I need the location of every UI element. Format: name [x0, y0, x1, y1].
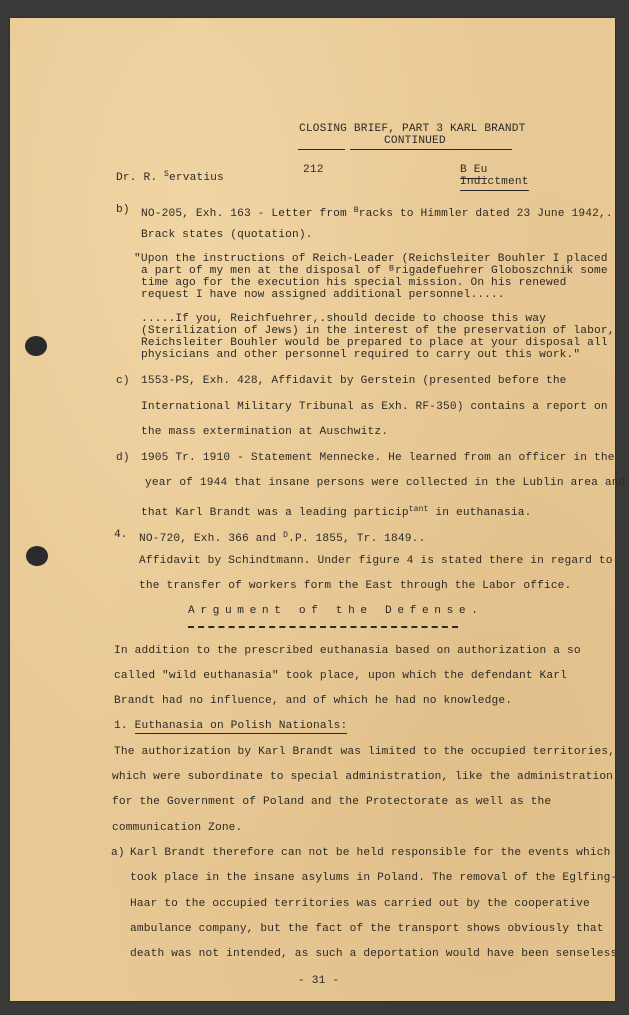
paragraph-line: which were subordinate to special administration, like the administration: [112, 771, 614, 783]
quote-line: time ago for the execution his special mission. On his renewed: [141, 277, 567, 289]
document-title: CLOSING BRIEF, PART 3 KARL BRANDT: [299, 123, 526, 135]
page-reference: 212: [303, 164, 324, 176]
heading-underline: [188, 626, 458, 628]
item-c-line3: the mass extermination at Auschwitz.: [141, 426, 389, 438]
item-b-line2: Brack states (quotation).: [141, 229, 313, 241]
paragraph-line: The authorization by Karl Brandt was limited to the occupied territories,: [114, 746, 616, 758]
quote-line: .....If you, Reichfuehrer,.should decide to choose this way: [141, 313, 546, 325]
item-d-line3: that Karl Brandt was a leading particip$^{tant}$ in euthanasia.: [141, 505, 532, 519]
quote-line: physicians and other personnel required to carry out this work.": [141, 349, 581, 361]
punch-hole-icon: [25, 336, 47, 356]
item-4-line1: NO-720, Exh. 366 and $^D$.P. 1855, Tr. 1849..: [139, 531, 426, 545]
defense-heading: Argument of the Defense.: [188, 605, 484, 617]
author-line: Dr. R. $^S$ervatius: [116, 170, 224, 184]
item-c-line2: International Military Tribunal as Exh. RF-350) contains a report on: [141, 401, 608, 413]
item-marker-c: c): [116, 375, 130, 387]
title-underline-right: [350, 149, 512, 150]
paragraph-line: called "wild euthanasia" took place, upon which the defendant Karl: [114, 670, 567, 682]
section-label: Indictment: [460, 176, 529, 191]
quote-line: (Sterilization of Jews) in the interest of the preservation of labor,: [141, 325, 615, 337]
paragraph-line: death was not intended, as such a deportation would have been senseless.: [130, 948, 625, 960]
paragraph-line: took place in the insane asylums in Poland. The removal of the Eglfing-: [130, 872, 618, 884]
punch-hole-icon: [26, 546, 48, 566]
paragraph-line: for the Government of Poland and the Protectorate as well as the: [112, 796, 552, 808]
page-number: - 31 -: [298, 975, 340, 987]
section-code: B Eu: [460, 164, 487, 179]
item-marker-d: d): [116, 452, 130, 464]
section-heading: 1. Euthanasia on Polish Nationals:: [114, 720, 348, 732]
paragraph-line: Brandt had no influence, and of which he had no knowledge.: [114, 695, 513, 707]
item-marker-4: 4.: [114, 529, 128, 541]
item-4-line3: the transfer of workers form the East through the Labor office.: [139, 580, 572, 592]
item-d-line1: 1905 Tr. 1910 - Statement Mennecke. He learned from an officer in the: [141, 452, 615, 464]
quote-line: Reichsleiter Bouhler would be prepared to place at your disposal all: [141, 337, 608, 349]
quote-line: a part of my men at the disposal of ᴮrigadefuehrer Globoszchnik some: [141, 265, 608, 277]
item-b-line1: NO-205, Exh. 163 - Letter from $^B$racks to Himmler dated 23 June 1942,.: [141, 206, 613, 220]
item-4-line2: Affidavit by Schindtmann. Under figure 4 is stated there in regard to: [139, 555, 613, 567]
quote-line: request I have now assigned additional personnel.....: [141, 289, 505, 301]
quote-line: "Upon the instructions of Reich-Leader (Reichsleiter Bouhler I placed: [134, 253, 608, 265]
title-underline-left: [298, 149, 345, 150]
item-c-line1: 1553-PS, Exh. 428, Affidavit by Gerstein (presented before the: [141, 375, 567, 387]
paragraph-line: Karl Brandt therefore can not be held responsible for the events which: [130, 847, 611, 859]
item-d-line2: year of 1944 that insane persons were collected in the Lublin area and: [145, 477, 626, 489]
item-marker-b: b): [116, 204, 130, 216]
paragraph-line: In addition to the prescribed euthanasia based on authorization a so: [114, 645, 581, 657]
paragraph-line: ambulance company, but the fact of the transport shows obviously that: [130, 923, 604, 935]
item-marker-a: a): [111, 847, 125, 859]
paragraph-line: Haar to the occupied territories was carried out by the cooperative: [130, 898, 590, 910]
document-subtitle: CONTINUED: [384, 135, 446, 147]
paragraph-line: communication Zone.: [112, 822, 243, 834]
